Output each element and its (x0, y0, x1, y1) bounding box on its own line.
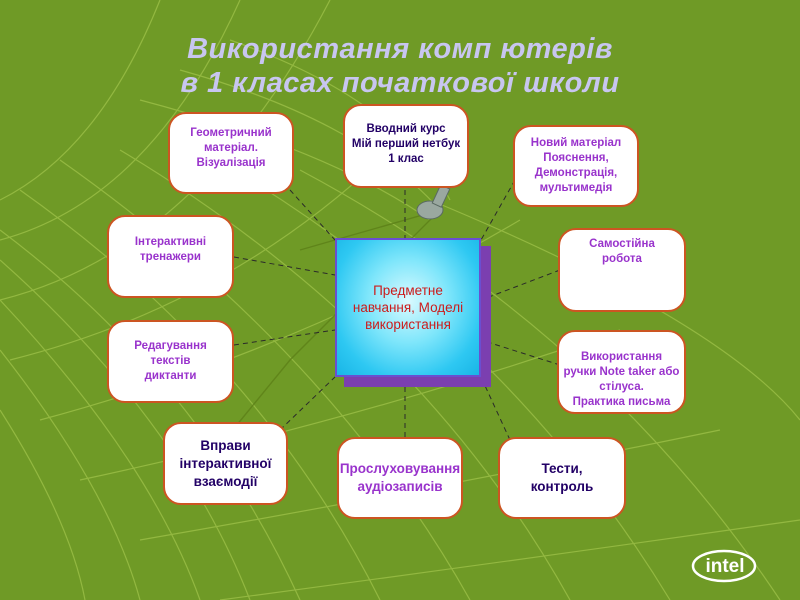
node-pen (557, 330, 686, 414)
node-trainers-line: тренажери (140, 251, 201, 263)
node-trainers (107, 215, 234, 298)
node-independent (558, 228, 686, 312)
node-geometry (168, 112, 294, 194)
node-editing-line: диктанти (144, 370, 197, 382)
node-geometry-line: Геометричний (190, 127, 272, 139)
node-exercises-line: Вправи (200, 437, 251, 453)
node-intro-line: 1 клас (388, 153, 424, 165)
node-geometry-line: матеріал. (204, 142, 258, 154)
node-audio-line: аудіозаписів (357, 479, 443, 494)
node-tests-line: контроль (530, 479, 594, 494)
node-new-material-line: Новий матеріал (530, 137, 622, 149)
node-tests-line: Тести, (541, 461, 583, 476)
center-node (335, 238, 481, 377)
node-pen-line: ручки Note taker або (563, 366, 680, 378)
page-title-line-2: в 1 класах початкової школи (180, 67, 620, 99)
node-editing (107, 320, 234, 403)
page-title-line-1: Використання комп ютерів (187, 33, 613, 65)
node-audio-line: Прослуховування (339, 461, 461, 476)
intel-logo (690, 548, 758, 584)
intel-logo-text: intel (705, 556, 745, 577)
center-node-line: Предметне (373, 283, 443, 298)
node-new-material-line: Демонстрація, (534, 167, 618, 179)
node-pen-line: Практика письма (572, 396, 671, 408)
node-pen-line: Використання (580, 351, 663, 363)
node-new-material-line: Пояснення, (543, 152, 609, 164)
center-node-line: використання (365, 317, 451, 332)
node-exercises-line: взаємодії (193, 473, 258, 489)
node-geometry-line: Візуалізація (196, 157, 266, 169)
node-exercises-line: інтерактивної (179, 455, 272, 471)
node-editing-line: текстів (150, 355, 191, 367)
node-intro-line: Вводний курс (366, 123, 446, 135)
node-independent-line: Самостійна (589, 238, 655, 250)
node-editing-line: Редагування (134, 340, 207, 352)
node-intro-line: Мій перший нетбук (351, 138, 461, 150)
node-intro (343, 104, 469, 188)
node-new-material (513, 125, 639, 207)
node-audio (337, 437, 463, 519)
node-tests (498, 437, 626, 519)
node-trainers-line: Інтерактивні (134, 236, 207, 248)
node-new-material-line: мультимедія (539, 182, 613, 194)
center-node-line: навчання, Моделі (352, 300, 464, 315)
node-independent-line: робота (602, 253, 642, 265)
node-pen-line: стілуса. (599, 381, 644, 393)
node-exercises (163, 422, 288, 505)
